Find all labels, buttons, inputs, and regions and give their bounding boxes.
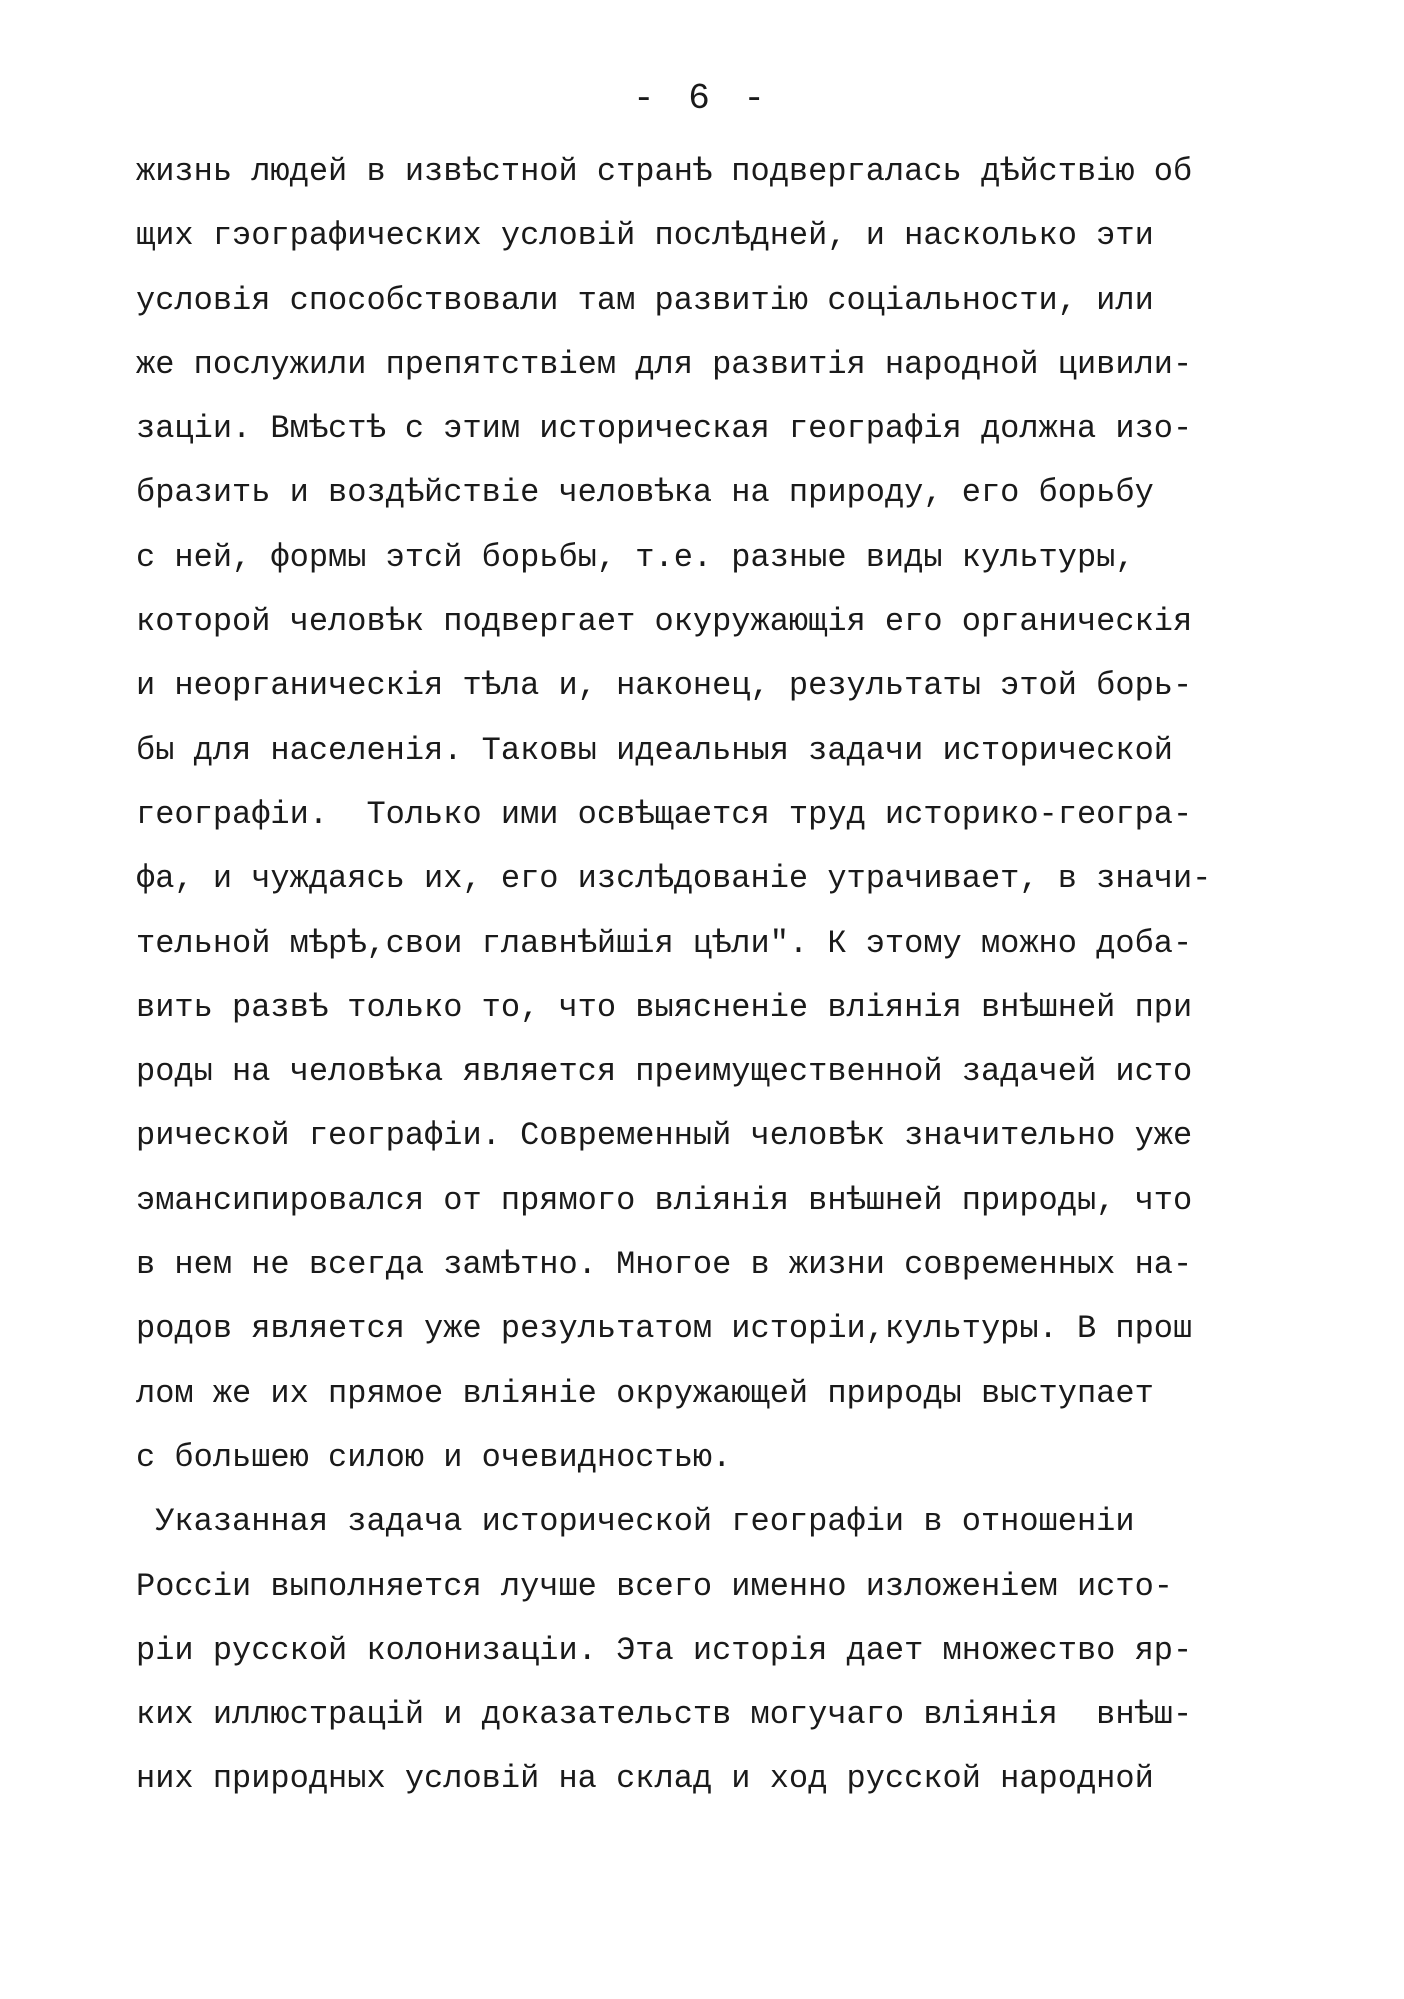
text-line: ких иллюстрацiй и доказательств могучаго влiянiя внѣш- xyxy=(136,1696,1193,1734)
text-line: географiи. Только ими освѣщается труд историко-геогра- xyxy=(136,795,1193,833)
text-line: эмансипировался от прямого влiянiя внѣшней природы, что xyxy=(136,1181,1193,1219)
text-line: рiи русской колонизацiи. Эта исторiя дает множество яр- xyxy=(136,1631,1193,1669)
text-line: жизнь людей в извѣстной странѣ подвергалась дѣйствiю об xyxy=(136,153,1193,190)
text-line: тельной мѣрѣ,свои главнѣйшiя цѣли". К этому можно доба- xyxy=(136,924,1193,962)
body-text xyxy=(136,140,1296,1812)
page-number: - 6 - xyxy=(632,78,772,119)
text-line: же послужили препятствiем для развитiя народной цивили- xyxy=(136,345,1193,383)
text-line: роды на человѣка является преимущественной задачей исто xyxy=(136,1053,1193,1091)
text-line: и неорганическiя тѣла и, наконец, результаты этой борь- xyxy=(136,667,1193,705)
text-line: которой человѣк подвергает окуружающiя его органическiя xyxy=(136,603,1193,641)
text-line: лом же их прямое влiянiе окружающей природы выступает xyxy=(136,1374,1154,1412)
text-line: зацiи. Вмѣстѣ с этим историческая географiя должна изо- xyxy=(136,410,1193,448)
text-line: Россiи выполняется лучше всего именно изложенiем исто- xyxy=(136,1567,1173,1605)
text-line: щих гэографических условiй послѣдней, и насколько эти xyxy=(136,217,1154,255)
text-line: в нем не всегда замѣтно. Многое в жизни современных на- xyxy=(136,1246,1193,1284)
text-line: рической географiи. Современный человѣк значительно уже xyxy=(136,1117,1193,1155)
text-line: родов является уже результатом исторiи,культуры. В прош xyxy=(136,1310,1193,1348)
text-line: фа, и чуждаясь их, его изслѣдованiе утрачивает, в значи- xyxy=(136,860,1212,898)
text-line: бразить и воздѣйствiе человѣка на природу, его борьбу xyxy=(136,474,1154,512)
text-line: них природных условiй на склад и ход русской народной xyxy=(136,1760,1154,1798)
text-line: условiя способствовали там развитiю соцiальности, или xyxy=(136,281,1154,319)
text-line: вить развѣ только то, что выясненiе влiянiя внѣшней при xyxy=(136,988,1193,1026)
text-line: с ней, формы этсй борьбы, т.е. разные виды культуры, xyxy=(136,538,1135,576)
text-line: бы для населенiя. Таковы идеальныя задачи исторической xyxy=(136,731,1173,769)
text-line: Указанная задача исторической географiи в отношенiи xyxy=(136,1503,1135,1541)
text-line: с большею силою и очевидностью. xyxy=(136,1438,732,1476)
